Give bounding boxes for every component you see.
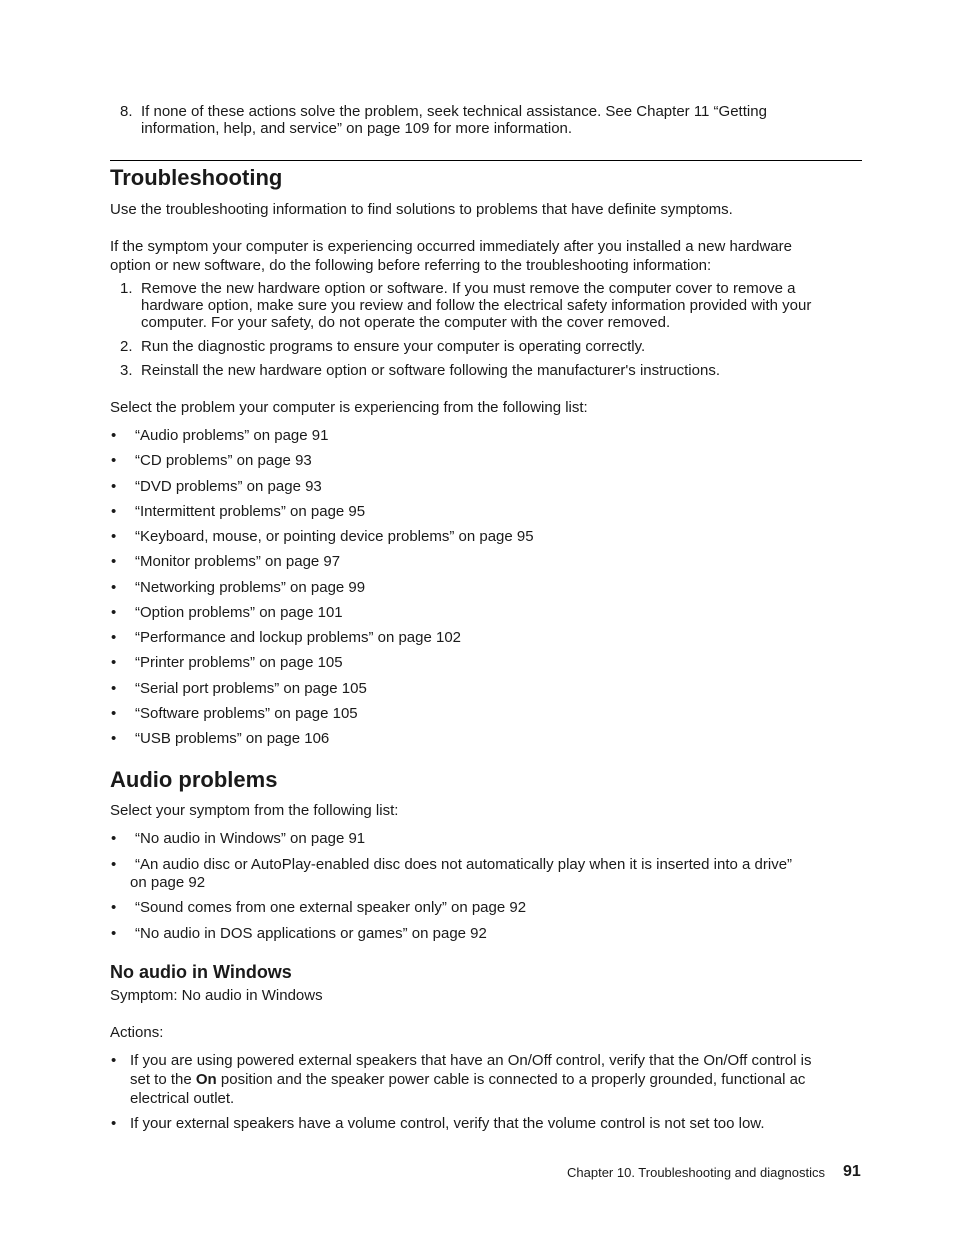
action-text-line: If you are using powered external speakers that have an On/Off control, verify that the On/Off control is [130,1052,812,1069]
problem-link[interactable]: “CD problems” on page 93 [135,452,312,469]
symptom-link[interactable]: “An audio disc or AutoPlay-enabled disc does not automatically play when it is inserted into a drive” [135,856,793,873]
on-emphasis: On [195,1071,217,1088]
bullet-icon: • [111,899,117,916]
bullet-icon: • [111,1115,117,1132]
section-title: Audio problems [110,767,278,792]
actions-label: Actions: [110,1024,164,1041]
bullet-icon: • [111,654,117,671]
section-divider [110,160,862,161]
step-text-line: Run the diagnostic programs to ensure your computer is operating correctly. [141,338,646,355]
page-number: 91 [843,1163,861,1180]
problem-link[interactable]: “Printer problems” on page 105 [135,654,343,671]
paragraph: Select your symptom from the following list: [110,802,399,819]
step-number: 8. [120,103,133,120]
bullet-icon: • [111,705,117,722]
bullet-icon: • [111,629,117,646]
problem-link[interactable]: “Intermittent problems” on page 95 [135,503,366,520]
action-text-line [130,1071,805,1088]
section-title: Troubleshooting [110,165,283,190]
problem-link[interactable]: “Networking problems” on page 99 [135,579,366,596]
bullet-icon: • [111,579,117,596]
step-number: 1. [120,280,133,297]
step-text-line: If none of these actions solve the problem, seek technical assistance. See Chapter 11 “Getting [141,103,767,120]
step-text-line: information, help, and service” on page 109 for more information. [141,120,573,137]
bullet-icon: • [111,830,117,847]
bullet-icon: • [111,553,117,570]
bullet-icon: • [111,528,117,545]
bullet-icon: • [111,856,117,873]
paragraph: Select the problem your computer is experiencing from the following list: [110,399,588,416]
bullet-icon: • [111,478,117,495]
symptom-link[interactable]: “No audio in DOS applications or games” on page 92 [135,925,487,942]
symptom-link[interactable]: “No audio in Windows” on page 91 [135,830,366,847]
bullet-icon: • [111,604,117,621]
intro-paragraph: Use the troubleshooting information to find solutions to problems that have definite symptoms. [110,201,733,218]
problem-link[interactable]: “Software problems” on page 105 [135,705,358,722]
action-text-line: electrical outlet. [130,1090,235,1107]
symptom-text: Symptom: No audio in Windows [110,987,323,1004]
subsection-title: No audio in Windows [110,962,292,982]
step-number: 3. [120,362,133,379]
bullet-icon: • [111,730,117,747]
problem-link[interactable]: “Serial port problems” on page 105 [135,680,367,697]
step-text-line: Reinstall the new hardware option or software following the manufacturer's instructions. [141,362,720,379]
problem-link[interactable]: “Option problems” on page 101 [135,604,343,621]
step-text-line: computer. For your safety, do not operate the computer with the cover removed. [141,314,671,331]
bullet-icon: • [111,427,117,444]
problem-link[interactable]: “Monitor problems” on page 97 [135,553,341,570]
symptom-link[interactable]: “Sound comes from one external speaker only” on page 92 [135,899,527,916]
bullet-icon: • [111,925,117,942]
problem-link[interactable]: “USB problems” on page 106 [135,730,330,747]
footer-chapter: Chapter 10. Troubleshooting and diagnostics [567,1165,826,1180]
action-text-segment: position and the speaker power cable is connected to a properly grounded, functional ac [216,1071,806,1088]
action-text-segment: set to the [130,1071,196,1088]
paragraph-line: option or new software, do the following before referring to the troubleshooting information: [110,257,712,274]
bullet-icon: • [111,1052,117,1069]
symptom-link[interactable]: on page 92 [130,874,206,891]
problem-link[interactable]: “Keyboard, mouse, or pointing device problems” on page 95 [135,528,534,545]
bullet-icon: • [111,503,117,520]
bullet-icon: • [111,680,117,697]
step-text-line: Remove the new hardware option or software. If you must remove the computer cover to remove a [141,280,796,297]
step-number: 2. [120,338,133,355]
action-text-line: If your external speakers have a volume control, verify that the volume control is not set too low. [130,1115,765,1132]
problem-link[interactable]: “Performance and lockup problems” on page 102 [135,629,462,646]
problem-link[interactable]: “Audio problems” on page 91 [135,427,329,444]
paragraph-line: If the symptom your computer is experiencing occurred immediately after you installed a new hardware [110,238,792,255]
step-text-line: hardware option, make sure you review and follow the electrical safety information provided with your [141,297,812,314]
problem-link[interactable]: “DVD problems” on page 93 [135,478,322,495]
bullet-icon: • [111,452,117,469]
